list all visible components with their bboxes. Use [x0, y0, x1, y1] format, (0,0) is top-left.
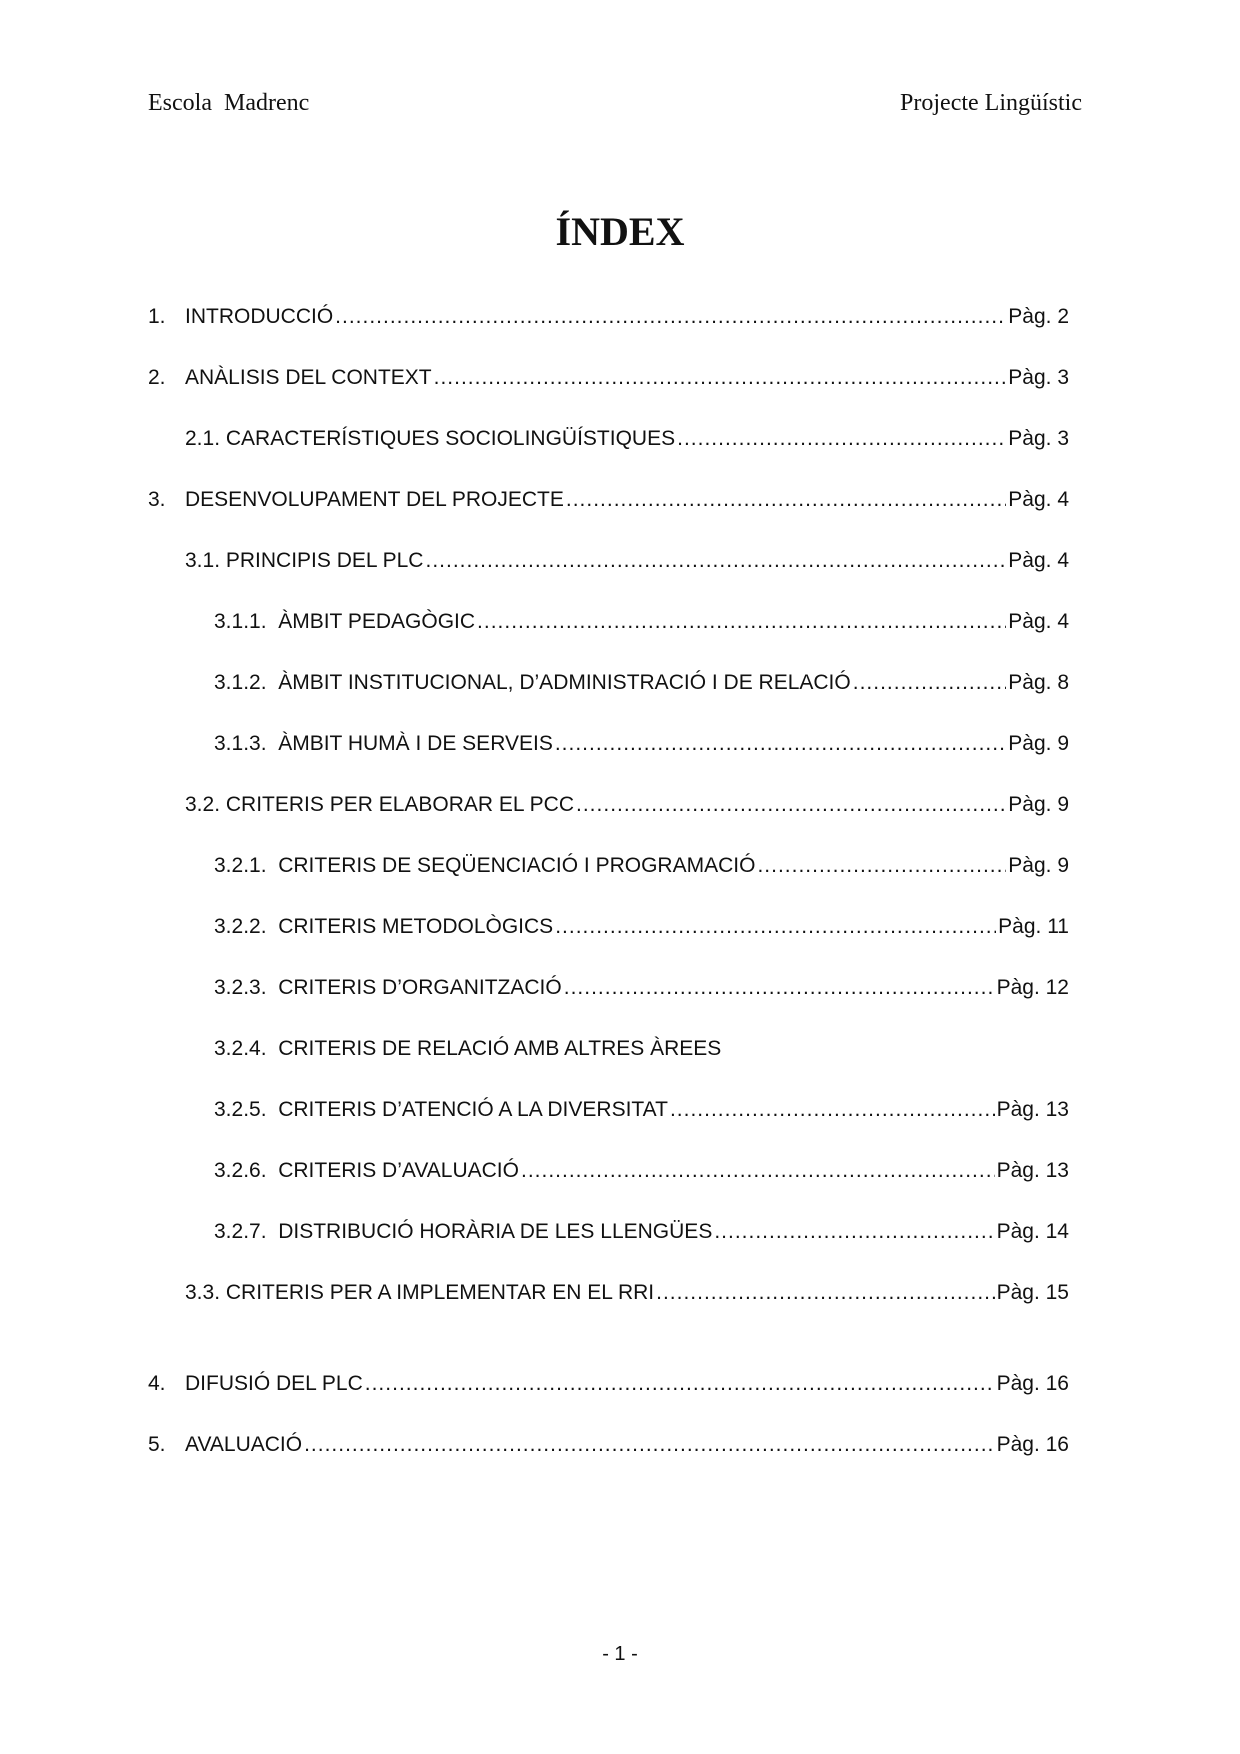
toc-entry-difusio[interactable] — [148, 1370, 1069, 1398]
toc-entry-criteris-pcc[interactable] — [185, 791, 1069, 819]
toc-entry-introduccio[interactable] — [148, 303, 1069, 331]
toc-entry-page: Pàg. 3 — [1008, 427, 1069, 450]
toc-entry-page: Pàg. 15 — [996, 1281, 1069, 1304]
page-number: - 1 - — [602, 1643, 638, 1665]
toc-entry-page: Pàg. 11 — [998, 915, 1069, 938]
toc-dot-leader — [757, 852, 1006, 880]
toc-entry-relacio-arees[interactable] — [214, 1035, 1069, 1063]
toc-dot-leader — [521, 1157, 995, 1185]
toc-entry-page: Pàg. 14 — [996, 1220, 1069, 1243]
toc-entry-desenvolupament[interactable] — [148, 486, 1069, 514]
toc-dot-leader — [365, 1370, 995, 1398]
toc-entry-title: 3.2.1. CRITERIS DE SEQÜENCIACIÓ I PROGRAMACIÓ — [214, 854, 756, 877]
toc-entry-title: 3.1.2. ÀMBIT INSTITUCIONAL, D’ADMINISTRACIÓ I DE RELACIÓ — [214, 671, 851, 694]
toc-entry-ambit-huma[interactable] — [214, 730, 1069, 758]
toc-entry-number: 1. — [148, 305, 166, 328]
toc-dot-leader — [425, 547, 1006, 575]
toc-dot-leader — [566, 486, 1006, 514]
toc-dot-leader — [555, 730, 1006, 758]
toc-entry-page: Pàg. 13 — [996, 1159, 1069, 1182]
toc-entry-page: Pàg. 8 — [1008, 671, 1069, 694]
toc-dot-leader — [576, 791, 1006, 819]
toc-entry-title: 3.1. PRINCIPIS DEL PLC — [185, 549, 424, 572]
header-school-name: Escola Madrenc — [148, 90, 310, 116]
toc-entry-analisis-context[interactable] — [148, 364, 1069, 392]
toc-entry-title: 3.2.6. CRITERIS D’AVALUACIÓ — [214, 1159, 519, 1182]
toc-entry-page: Pàg. 3 — [1008, 366, 1069, 389]
toc-entry-avaluacio[interactable] — [148, 1431, 1069, 1459]
toc-dot-leader — [677, 425, 1006, 453]
page-header — [148, 88, 1082, 118]
toc-entry-page: Pàg. 12 — [996, 976, 1069, 999]
toc-entry-title: ANÀLISIS DEL CONTEXT — [185, 366, 432, 389]
toc-entry-title: 2.1. CARACTERÍSTIQUES SOCIOLINGÜÍSTIQUES — [185, 427, 676, 450]
toc-entry-organitzacio[interactable] — [214, 974, 1069, 1002]
toc-entry-ambit-pedagogic[interactable] — [214, 608, 1069, 636]
toc-entry-title: 3.2. CRITERIS PER ELABORAR EL PCC — [185, 793, 575, 816]
toc-entry-principis[interactable] — [185, 547, 1069, 575]
toc-entry-distribucio-horaria[interactable] — [214, 1218, 1069, 1246]
toc-entry-title: DIFUSIÓ DEL PLC — [185, 1372, 363, 1395]
toc-entry-title: 3.1.1. ÀMBIT PEDAGÒGIC — [214, 610, 476, 633]
toc-dot-leader — [853, 669, 1007, 697]
toc-entry-number: 3. — [148, 488, 166, 511]
toc-entry-title: 3.3. CRITERIS PER A IMPLEMENTAR EN EL RRI — [185, 1281, 655, 1304]
toc-entry-title: 3.2.5. CRITERIS D’ATENCIÓ A LA DIVERSITAT — [214, 1098, 668, 1121]
page-title: ÍNDEX — [555, 209, 685, 254]
toc-entry-number: 5. — [148, 1433, 166, 1456]
toc-entry-title: 3.1.3. ÀMBIT HUMÀ I DE SERVEIS — [214, 732, 553, 755]
toc-entry-number: 2. — [148, 366, 166, 389]
toc-entry-title: 3.2.7. DISTRIBUCIÓ HORÀRIA DE LES LLENGÜES — [214, 1220, 713, 1243]
toc-entry-page: Pàg. 13 — [996, 1098, 1069, 1121]
toc-entry-title: AVALUACIÓ — [185, 1433, 303, 1456]
toc-dot-leader — [434, 364, 1007, 392]
toc-entry-page: Pàg. 4 — [1008, 610, 1069, 633]
toc-dot-leader — [714, 1218, 994, 1246]
toc-entry-page: Pàg. 9 — [1008, 793, 1069, 816]
toc-entry-number: 4. — [148, 1372, 166, 1395]
toc-entry-sequenciacio[interactable] — [214, 852, 1069, 880]
toc-entry-title: DESENVOLUPAMENT DEL PROJECTE — [185, 488, 564, 511]
toc-entry-metodologics[interactable] — [214, 913, 1069, 941]
toc-entry-title: INTRODUCCIÓ — [185, 305, 334, 328]
toc-entry-page: Pàg. 4 — [1008, 549, 1069, 572]
toc-entry-page: Pàg. 16 — [996, 1372, 1069, 1395]
toc-entry-page: Pàg. 4 — [1008, 488, 1069, 511]
toc-dot-leader — [670, 1096, 995, 1124]
toc-entry-page: Pàg. 2 — [1008, 305, 1069, 328]
toc-entry-page: Pàg. 9 — [1008, 732, 1069, 755]
toc-dot-leader — [335, 303, 1006, 331]
toc-dot-leader — [304, 1431, 995, 1459]
toc-entry-caracteristiques[interactable] — [185, 425, 1069, 453]
toc-dot-leader — [656, 1279, 994, 1307]
toc-entry-page: Pàg. 16 — [996, 1433, 1069, 1456]
toc-entry-title: 3.2.2. CRITERIS METODOLÒGICS — [214, 915, 554, 938]
toc-dot-leader — [477, 608, 1006, 636]
toc-entry-title: 3.2.3. CRITERIS D’ORGANITZACIÓ — [214, 976, 562, 999]
toc-entry-avaluacio-criteris[interactable] — [214, 1157, 1069, 1185]
toc-entry-title: 3.2.4. CRITERIS DE RELACIÓ AMB ALTRES ÀREES — [214, 1037, 722, 1060]
toc-entry-rri[interactable] — [185, 1279, 1069, 1307]
toc-dot-leader — [555, 913, 996, 941]
toc-entry-ambit-institucional[interactable] — [214, 669, 1069, 697]
toc-dot-leader — [564, 974, 995, 1002]
header-document-title: Projecte Lingüístic — [900, 90, 1082, 116]
toc-entry-page: Pàg. 9 — [1008, 854, 1069, 877]
toc-entry-diversitat[interactable] — [214, 1096, 1069, 1124]
